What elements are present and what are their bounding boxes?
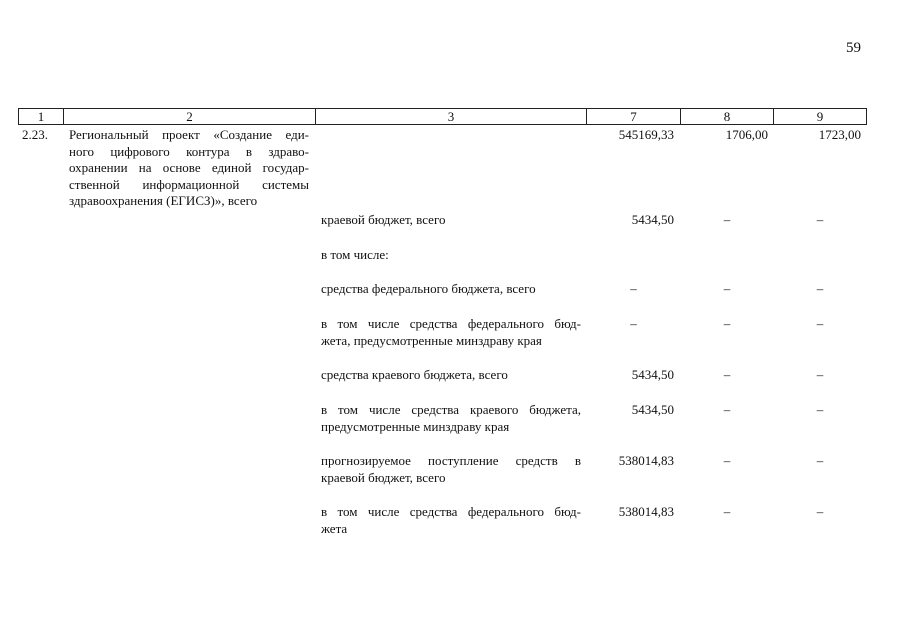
- sub-row-label-line: в том числе средства федерального бюд-: [321, 316, 581, 331]
- sub-row-label: [321, 316, 581, 349]
- project-title-line: охранении на основе единой государ-: [69, 160, 309, 175]
- sub-row-label-line: в том числе средства федерального бюд-: [321, 504, 581, 519]
- project-title-line: здравоохранения (ЕГИСЗ)», всего: [69, 193, 258, 208]
- sub-row-col9: –: [816, 316, 824, 331]
- sub-row-label-line: краевой бюджет, всего: [321, 469, 446, 485]
- sub-row-col9: –: [816, 367, 824, 382]
- sub-row-label-line: средства краевого бюджета, всего: [321, 367, 508, 382]
- sub-row-col7: 538014,83: [618, 504, 674, 519]
- sub-row-col9: –: [816, 402, 824, 417]
- header-col-7: 7: [586, 108, 681, 125]
- sub-row-col8: –: [723, 316, 731, 331]
- sub-row-label: [321, 281, 581, 298]
- sub-row-label-line: жета: [321, 520, 348, 536]
- sub-row-label-line: краевой бюджет, всего: [321, 212, 446, 227]
- main-col7-value: 545169,33: [618, 127, 674, 142]
- project-title-line: Региональный проект «Создание еди-: [69, 127, 309, 142]
- sub-row-col7: 538014,83: [618, 453, 674, 468]
- sub-row-col7: 5434,50: [631, 402, 674, 417]
- project-title-line: ственной информационной системы: [69, 176, 309, 192]
- sub-row-col9: –: [816, 453, 824, 468]
- header-col-3: 3: [315, 108, 587, 125]
- row-code: 2.23.: [22, 127, 48, 142]
- header-col-2: 2: [63, 108, 316, 125]
- sub-row-col7: –: [630, 281, 637, 296]
- sub-row-col8: –: [723, 504, 731, 519]
- sub-row-label-line: жета, предусмотренные минздраву края: [321, 332, 542, 348]
- sub-row-col9: –: [816, 212, 824, 227]
- sub-row-label-line: в том числе:: [321, 247, 389, 262]
- main-col9-value: 1723,00: [818, 127, 861, 142]
- sub-row-col8: –: [723, 402, 731, 417]
- sub-row-col8: –: [723, 281, 731, 296]
- project-title-line: ного цифрового контура в здраво-: [69, 143, 309, 159]
- sub-row-label: [321, 212, 581, 229]
- header-col-9: 9: [773, 108, 867, 125]
- sub-row-col7: –: [630, 316, 637, 331]
- sub-row-label: [321, 367, 581, 384]
- sub-row-label-line: прогнозируемое поступление средств в: [321, 453, 581, 468]
- sub-row-col8: –: [723, 367, 731, 382]
- sub-row-col9: –: [816, 281, 824, 296]
- page-number: 59: [846, 40, 861, 56]
- sub-row-label-line: предусмотренные минздраву края: [321, 418, 510, 434]
- header-col-8: 8: [680, 108, 774, 125]
- main-col8-value: 1706,00: [725, 127, 768, 142]
- sub-row-label: [321, 453, 581, 486]
- sub-row-label: [321, 247, 581, 264]
- sub-row-col7: 5434,50: [631, 212, 674, 227]
- sub-row-label: [321, 402, 581, 435]
- sub-row-col7: 5434,50: [631, 367, 674, 382]
- sub-row-label: [321, 504, 581, 537]
- sub-row-label-line: средства федерального бюджета, всего: [321, 281, 536, 296]
- sub-row-col8: –: [723, 453, 731, 468]
- sub-row-label-line: в том числе средства краевого бюджета,: [321, 402, 581, 417]
- sub-row-col9: –: [816, 504, 824, 519]
- header-col-1: 1: [18, 108, 64, 125]
- project-title: [69, 127, 309, 210]
- sub-row-col8: –: [723, 212, 731, 227]
